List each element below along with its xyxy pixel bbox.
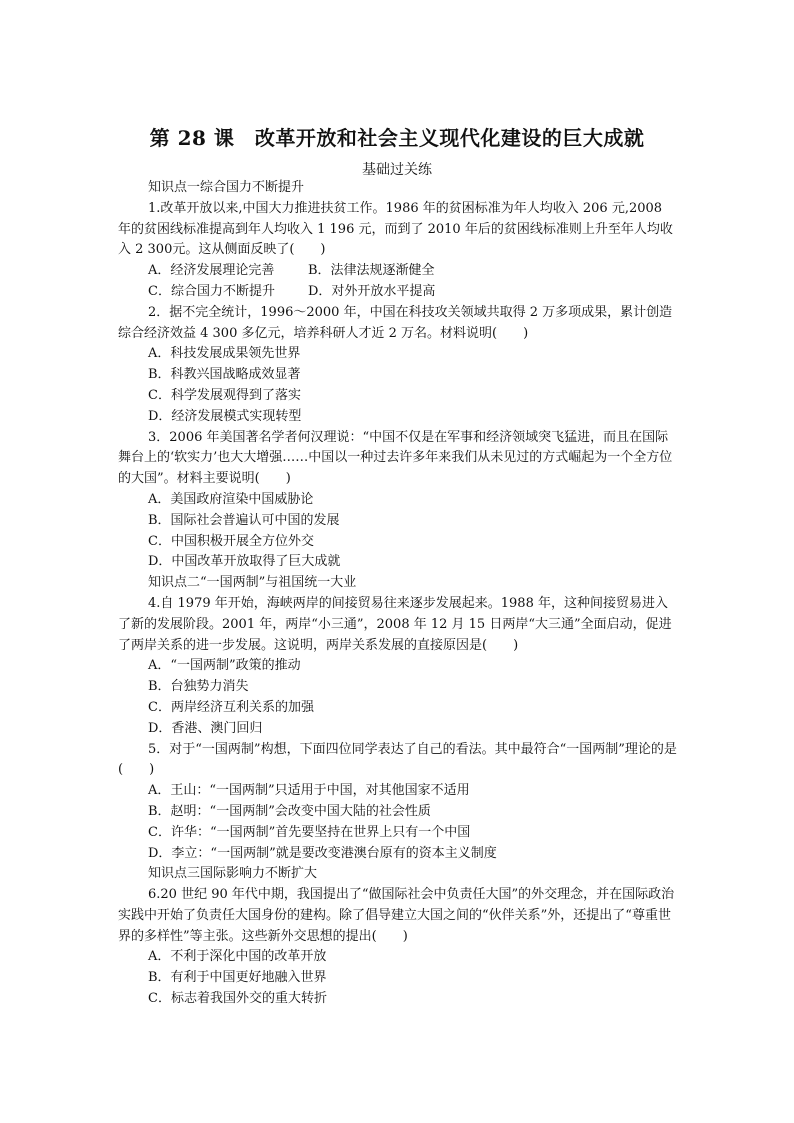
question-3-stem: 3．2006 年美国著名学者何汉理说：“中国不仅是在军事和经济领域突飞猛进，而且在国际舞台上的‘软实力’也大大增强……中国以一种过去许多年来我们从未见过的方式崛起为一个全方位的大国”。材料主要说明( ) [118, 429, 673, 487]
question-2-option-c: C．科学发展观得到了落实 [148, 387, 301, 403]
lesson-title: 第 28 课 改革开放和社会主义现代化建设的巨大成就 [149, 126, 645, 150]
question-4-option-c: C．两岸经济互利关系的加强 [148, 699, 314, 715]
question-5-option-c: C．许华：“一国两制”首先要坚持在世界上只有一个中国 [148, 824, 471, 840]
question-1-options-cd [118, 282, 678, 303]
question-1-options-ab [118, 261, 678, 282]
question-5-stem: 5．对于“一国两制”构想，下面四位同学表达了自己的看法。其中最符合“一国两制”理论的是( ) [118, 741, 677, 778]
question-2-stem: 2．据不完全统计，1996～2000 年，中国在科技攻关领域共取得 2 万多项成果，累计创造综合经济效益 4 300 多亿元，培养科研人才近 2 万名。材料说明( ) [118, 304, 673, 341]
practice-subtitle: 基础过关练 [362, 162, 432, 178]
question-2-option-a: A．科技发展成果领先世界 [148, 346, 301, 362]
question-3-option-a: A．美国政府渲染中国威胁论 [148, 491, 314, 507]
section-heading-3: 知识点三国际影响力不断扩大 [148, 866, 318, 882]
question-1-option-c: C．综合国力不断提升 [148, 283, 275, 299]
question-3-option-d: D．中国改革开放取得了巨大成就 [148, 554, 341, 570]
question-3-option-b: B．国际社会普遍认可中国的发展 [148, 512, 340, 528]
question-1-option-d: D．对外开放水平提高 [308, 283, 436, 299]
question-5-option-d: D．李立：“一国两制”就是要改变港澳台原有的资本主义制度 [148, 845, 497, 861]
question-2-option-d: D．经济发展模式实现转型 [148, 408, 302, 424]
question-4-option-a: A．“一国两制”政策的推动 [148, 658, 301, 674]
question-6-stem: 6.20 世纪 90 年代中期，我国提出了“做国际社会中负责任大国”的外交理念，并在国际政治实践中开始了负责任大国身份的建构。除了倡导建立大国之间的“伙伴关系”外，还提出了“尊重世界的多样性”等主张。这些新外交思想的提出( ) [118, 887, 675, 944]
question-5-option-b: B．赵明：“一国两制”会改变中国大陆的社会性质 [148, 803, 431, 819]
question-4-stem: 4.自 1979 年开始，海峡两岸的间接贸易往来逐步发展起来。1988 年，这种间接贸易进入了新的发展阶段。2001 年，两岸“小三通”，2008 年 12 月 15 日两岸“大三通”全面启动，促进了两岸关系的进一步发展。这说明，两岸关系发展的直接原因是( ) [118, 595, 672, 653]
question-1-option-a: A．经济发展理论完善 [148, 263, 275, 279]
question-6-option-a: A．不利于深化中国的改革开放 [148, 949, 327, 965]
question-3-option-c: C．中国积极开展全方位外交 [148, 533, 314, 549]
question-2-option-b: B．科教兴国战略成效显著 [148, 367, 301, 383]
section-heading-2: 知识点二“一国两制”与祖国统一大业 [148, 575, 357, 591]
question-4-option-d: D．香港、澳门回归 [148, 720, 263, 736]
question-4-option-b: B．台独势力消失 [148, 679, 249, 695]
question-6-option-b: B．有利于中国更好地融入世界 [148, 970, 327, 986]
question-1-stem: 1.改革开放以来,中国大力推进扶贫工作。1986 年的贫困标准为年人均收入 206 元,2008 年的贫困线标准提高到年人均收入 1 196 元，而到了 2010 年后的贫困线标准则上升至年人均收入 2 300元。这从侧面反映了( ) [118, 200, 673, 258]
question-1-option-b: B．法律法规逐渐健全 [308, 263, 435, 279]
section-heading-1: 知识点一综合国力不断提升 [148, 180, 305, 195]
question-6-option-c: C．标志着我国外交的重大转折 [148, 991, 327, 1007]
question-5-option-a: A．王山：“一国两制”只适用于中国，对其他国家不适用 [148, 783, 470, 799]
exercise-body [118, 178, 678, 1010]
